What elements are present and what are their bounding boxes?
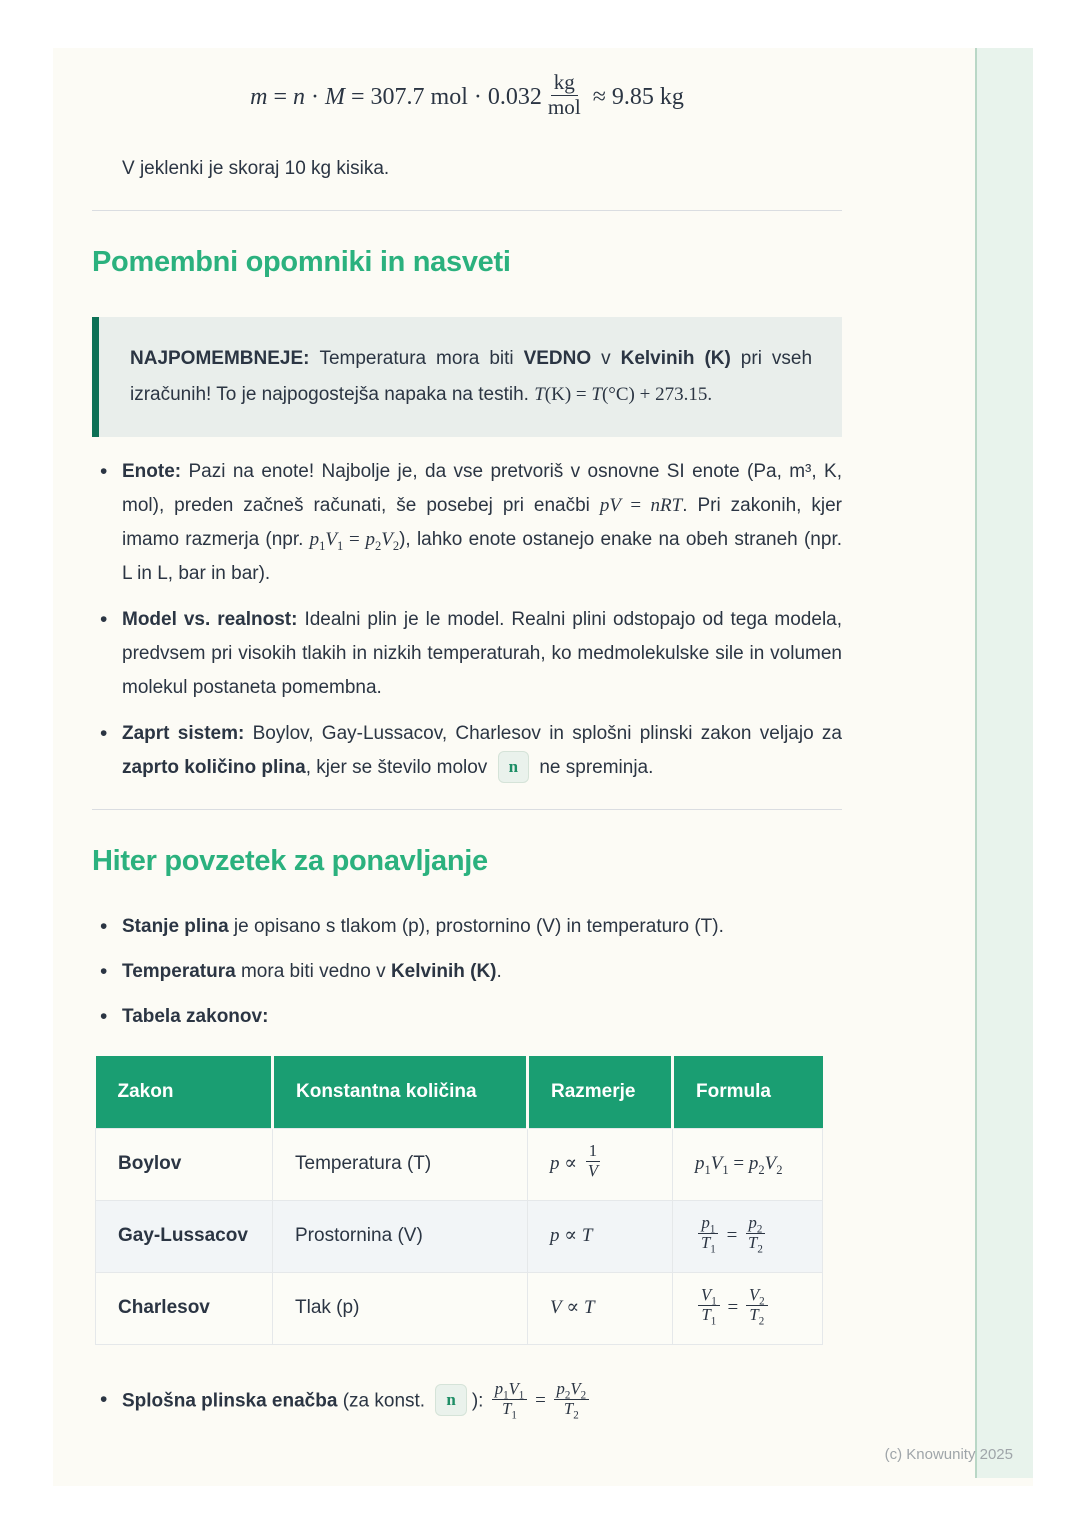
cell-zakon: Charlesov: [96, 1272, 273, 1344]
fraction: $\frac{1}{V}$: [585, 1142, 601, 1180]
section-title-notes: Pomembni opomniki in nasveti: [92, 246, 511, 279]
cell-konstantna-kolicina: Tlak (p): [273, 1272, 528, 1344]
list-item-model-vs-realnost: • Model vs. realnost: Idealni plin je le model. Realni plini odstopajo od tega modela, predvsem pri visokih tlakih in nizkih temperaturah, ko medmolekulske sile in volumen molekul postaneta pomembna.: [92, 603, 842, 705]
cell-zakon: Boylov: [96, 1128, 273, 1200]
cell-zakon: Gay-Lussacov: [96, 1200, 273, 1272]
section-divider: [92, 809, 842, 810]
math-expression: T(K) = T(°C) + 273.15.: [534, 384, 713, 406]
list-item-splosna-plinska-enacba: • Splošna plinska enačba (za konst. n ): $\frac{p_1V_1}{T_1}$ = $\frac{p_2V_2}{T_2}$: [92, 1383, 842, 1421]
column-header-zakon: Zakon: [96, 1056, 273, 1128]
inline-code-chip: n: [498, 751, 529, 783]
section-divider: [92, 210, 842, 211]
fraction: $\frac{V_1}{T_1}$: [698, 1286, 720, 1324]
cell-razmerje: [528, 1128, 673, 1200]
page-content: [92, 48, 842, 1421]
cell-konstantna-kolicina: Temperatura (T): [273, 1128, 528, 1200]
math-expression: p ∝ $\frac{1}{V}$: [550, 1153, 604, 1174]
math-expression: $\frac{p_1}{T_1}$ = $\frac{p_2}{T_2}$: [695, 1225, 769, 1246]
callout-text: NAJPOMEMBNEJE: Temperatura mora biti VEDNO v Kelvinih (K) pri vseh izračunih! To je najpogostejša napaka na testih. T(K) = T(°C) + 273.15.: [130, 348, 813, 406]
math-expression: $p_1V_1 = p_2V_2$: [695, 1153, 783, 1178]
list-item-stanje-plina: • Stanje plina je opisano s tlakom (p), prostornino (V) in temperaturo (T).: [92, 910, 842, 944]
laws-table: [95, 1056, 823, 1345]
document-page: [53, 48, 1033, 1486]
math-expression: pV = nRT: [599, 495, 683, 517]
summary-bullet-list: [92, 910, 842, 1034]
fraction: $\frac{p_2V_2}{T_2}$: [554, 1380, 590, 1418]
column-header-konstantna-kolicina: Konstantna količina: [273, 1056, 528, 1128]
section-title-summary: Hiter povzetek za ponavljanje: [92, 845, 488, 878]
math-expression: p ∝ T: [550, 1225, 593, 1247]
table-row: [96, 1128, 823, 1200]
table-header-row: [96, 1056, 823, 1128]
cell-formula: [673, 1272, 823, 1344]
math-expression: $p_1V_1 = p_2V_2$: [309, 529, 400, 554]
cell-formula: [673, 1200, 823, 1272]
cell-konstantna-kolicina: Prostornina (V): [273, 1200, 528, 1272]
math-expression: m = n · M = 307.7 mol · 0.032 $\frac{kg}{\text{mol}}$ ≈ 9.85 kg: [250, 70, 684, 119]
math-expression: $\frac{p_1V_1}{T_1}$ = $\frac{p_2V_2}{T_2}$: [489, 1390, 592, 1411]
list-item-temperatura: • Temperatura mora biti vedno v Kelvinih (K).: [92, 955, 842, 989]
inline-code-chip: n: [435, 1384, 466, 1416]
fraction: $\frac{p_1V_1}{T_1}$: [492, 1380, 528, 1418]
mass-formula: [92, 48, 842, 122]
list-item-zaprt-sistem: • Zaprt sistem: Boylov, Gay-Lussacov, Charlesov in splošni plinski zakon veljajo za zaprto količino plina, kjer se število molov n ne spreminja.: [92, 717, 842, 785]
fraction: $\frac{V_2}{T_2}$: [746, 1286, 768, 1324]
notes-bullet-list: [92, 455, 842, 785]
list-item-tabela-zakonov: • Tabela zakonov:: [92, 1000, 842, 1034]
math-expression: $\frac{V_1}{T_1}$ = $\frac{V_2}{T_2}$: [695, 1297, 771, 1318]
fraction: $\frac{p_2}{T_2}$: [745, 1214, 766, 1252]
table-row: [96, 1200, 823, 1272]
math-expression: V ∝ T: [550, 1297, 595, 1319]
cell-formula: [673, 1128, 823, 1200]
cell-razmerje: [528, 1272, 673, 1344]
general-equation-list: [92, 1378, 842, 1421]
important-callout: [92, 317, 842, 437]
column-header-razmerje: Razmerje: [528, 1056, 673, 1128]
copyright-footer: (c) Knowunity 2025: [884, 1446, 1013, 1463]
accent-strip: [975, 48, 1033, 1478]
list-item-enote: • Enote: Pazi na enote! Najbolje je, da vse pretvoriš v osnovne SI enote (Pa, m³, K, mol), preden začneš računati, še posebej pri enačbi pV = nRT. Pri zakonih, kjer imamo razmerja (npr. $p_1V_1 = p_2V_2$), lahko enote ostanejo enake na obeh straneh (npr. L in L, bar in bar).: [92, 455, 842, 591]
column-header-formula: Formula: [673, 1056, 823, 1128]
fraction: $\frac{p_1}{T_1}$: [698, 1214, 719, 1252]
fraction: $\frac{kg}{\text{mol}}$: [547, 70, 581, 119]
cell-razmerje: [528, 1200, 673, 1272]
intro-paragraph: V jeklenki je skoraj 10 kg kisika.: [122, 158, 390, 180]
table-row: [96, 1272, 823, 1344]
